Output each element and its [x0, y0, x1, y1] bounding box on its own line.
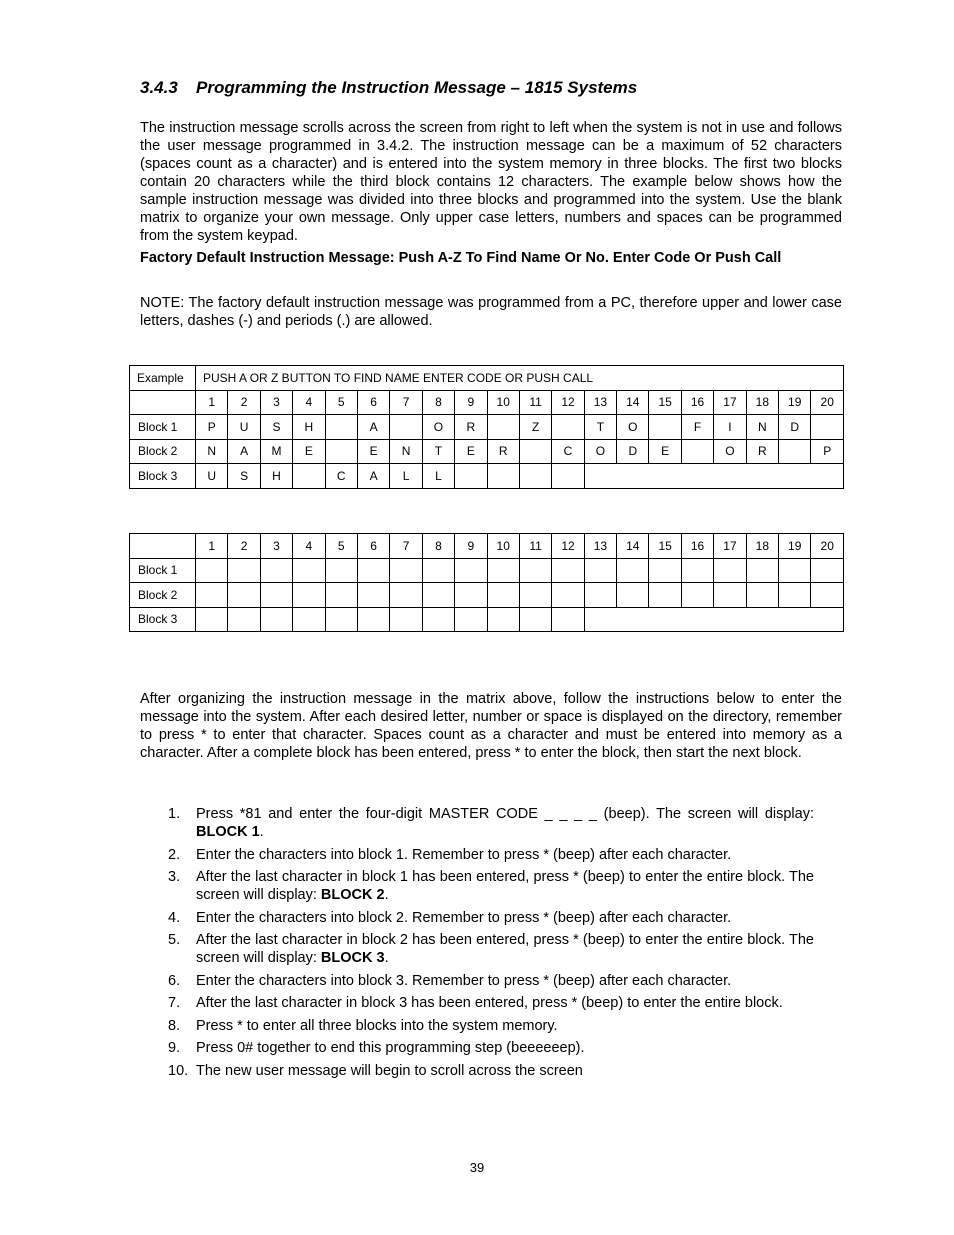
section-number: 3.4.3 [140, 78, 178, 97]
blank-cell [390, 583, 422, 608]
step-text: Enter the characters into block 1. Remember to press * (beep) after each character. [196, 846, 732, 863]
step-number: 4. [168, 909, 181, 926]
column-number: 5 [325, 534, 357, 559]
character-cell: T [584, 415, 616, 440]
column-number: 5 [325, 390, 357, 415]
column-number: 12 [552, 390, 584, 415]
character-cell: R [487, 439, 519, 464]
character-cell: C [325, 464, 357, 489]
blank-cell [779, 583, 811, 608]
character-cell: M [260, 439, 292, 464]
character-cell: N [746, 415, 778, 440]
column-number: 13 [584, 390, 616, 415]
block-label: Block 2 [130, 439, 196, 464]
step-end: . [384, 887, 389, 903]
blank-cell [357, 583, 389, 608]
column-number: 15 [649, 390, 681, 415]
character-cell: N [390, 439, 422, 464]
blank-cell [746, 583, 778, 608]
step-number: 5. [168, 932, 181, 948]
step-number: 2. [168, 846, 181, 863]
list-item [168, 1017, 814, 1035]
character-cell: O [584, 439, 616, 464]
blank-cell [455, 583, 487, 608]
character-cell [487, 415, 519, 440]
character-cell: R [746, 439, 778, 464]
blank-cell [779, 558, 811, 583]
example-header-row [130, 366, 844, 391]
list-item [168, 972, 814, 990]
column-number: 18 [746, 534, 778, 559]
character-cell: I [714, 415, 746, 440]
character-cell: F [681, 415, 713, 440]
step-number: 6. [168, 972, 181, 989]
unused-cell [584, 607, 843, 632]
step-text: After the last character in block 3 has been entered, press * (beep) to enter the entire block. [196, 995, 783, 1011]
character-cell: S [260, 415, 292, 440]
character-cell: A [357, 464, 389, 489]
character-cell [811, 415, 844, 440]
character-cell [779, 439, 811, 464]
column-number: 20 [811, 390, 844, 415]
character-cell [455, 464, 487, 489]
blank-cell [293, 583, 325, 608]
column-number: 6 [357, 390, 389, 415]
column-number: 15 [649, 534, 681, 559]
blank-cell [681, 558, 713, 583]
character-cell: E [649, 439, 681, 464]
character-cell [649, 415, 681, 440]
step-number: 9. [168, 1040, 181, 1056]
blank-cell [552, 583, 584, 608]
blank-cell [584, 583, 616, 608]
column-number: 1 [196, 390, 228, 415]
step-text: Press * to enter all three blocks into the system memory. [196, 1017, 558, 1034]
unused-cell [584, 464, 843, 489]
corner-cell [130, 534, 196, 559]
blank-cell [487, 583, 519, 608]
note-paragraph: NOTE: The factory default instruction message was programmed from a PC, therefore upper and lower case letters, dashes (-) and periods (.) are allowed. [140, 295, 842, 329]
blank-cell [293, 607, 325, 632]
block-label: Block 3 [130, 464, 196, 489]
intro-paragraph: The instruction message scrolls across the screen from right to left when the system is not in use and follows the user message programmed in 3.4.2. The instruction message can be a maximum of 52 characters (spaces count as a character) and is entered into the system memory in three blocks. The first two blocks contain 20 characters while the third block contains 12 characters. The example below shows how the sample instruction message was divided into three blocks and programmed into the system. Use the blank matrix to organize your own message. Only upper case letters, numbers and spaces can be programmed from the system keypad. [140, 120, 842, 244]
blank-cell [552, 558, 584, 583]
column-number: 12 [552, 534, 584, 559]
blank-cell [584, 558, 616, 583]
block-label: Block 2 [130, 583, 196, 608]
step-number: 3. [168, 869, 181, 885]
column-number: 2 [228, 534, 260, 559]
character-cell [552, 415, 584, 440]
blank-cell [422, 607, 454, 632]
step-bold-text: BLOCK 3 [320, 950, 385, 966]
blank-cell [649, 558, 681, 583]
character-cell [325, 415, 357, 440]
list-item [168, 805, 814, 841]
table-row [130, 607, 844, 632]
list-item [168, 868, 814, 904]
column-number: 19 [779, 534, 811, 559]
blank-cell [422, 583, 454, 608]
blank-cell [649, 583, 681, 608]
column-number: 8 [422, 390, 454, 415]
column-number: 4 [293, 390, 325, 415]
table-row [130, 464, 844, 489]
character-cell [519, 439, 551, 464]
column-number: 9 [455, 390, 487, 415]
blank-cell [260, 558, 292, 583]
blank-cell [811, 583, 844, 608]
character-cell: P [196, 415, 228, 440]
table-row [130, 558, 844, 583]
list-item [168, 846, 814, 864]
character-cell: O [617, 415, 649, 440]
section-heading [140, 78, 637, 98]
column-number: 11 [519, 534, 551, 559]
list-item [168, 1062, 814, 1080]
step-text: Enter the characters into block 3. Remember to press * (beep) after each character. [196, 972, 732, 989]
step-number: 7. [168, 995, 181, 1011]
step-text: After the last character in block 2 has been entered, press * (beep) to enter the entire block. The screen will display: [196, 932, 814, 966]
table-row [130, 583, 844, 608]
example-message: PUSH A OR Z BUTTON TO FIND NAME ENTER CODE OR PUSH CALL [196, 366, 844, 391]
blank-cell [228, 583, 260, 608]
character-cell: O [422, 415, 454, 440]
column-number: 4 [293, 534, 325, 559]
column-number: 7 [390, 534, 422, 559]
section-title: Programming the Instruction Message – 1815 Systems [196, 78, 638, 97]
character-cell [552, 464, 584, 489]
character-cell: H [260, 464, 292, 489]
blank-cell [455, 558, 487, 583]
column-number: 17 [714, 390, 746, 415]
block-label: Block 1 [130, 558, 196, 583]
blank-cell [325, 558, 357, 583]
character-cell: L [422, 464, 454, 489]
step-text: Press *81 and enter the four-digit MASTER CODE _ _ _ _ (beep). The screen will display: [196, 806, 814, 822]
example-matrix-table [129, 365, 844, 489]
blank-cell [811, 558, 844, 583]
blank-cell [260, 607, 292, 632]
blank-cell [293, 558, 325, 583]
step-text: The new user message will begin to scroll across the screen [196, 1062, 583, 1079]
list-item [168, 909, 814, 927]
character-cell [487, 464, 519, 489]
blank-cell [455, 607, 487, 632]
character-cell: A [228, 439, 260, 464]
character-cell: N [196, 439, 228, 464]
column-number: 16 [681, 390, 713, 415]
character-cell: A [357, 415, 389, 440]
step-bold-text: BLOCK 1 [196, 824, 260, 840]
blank-cell [487, 607, 519, 632]
blank-cell [487, 558, 519, 583]
column-number: 3 [260, 390, 292, 415]
blank-matrix-table [129, 533, 844, 632]
character-cell: C [552, 439, 584, 464]
column-number: 7 [390, 390, 422, 415]
blank-cell [422, 558, 454, 583]
blank-cell [714, 558, 746, 583]
blank-cell [196, 607, 228, 632]
column-number: 14 [617, 390, 649, 415]
blank-cell [390, 607, 422, 632]
column-number: 20 [811, 534, 844, 559]
column-number: 13 [584, 534, 616, 559]
character-cell: T [422, 439, 454, 464]
page-number: 39 [469, 1160, 485, 1175]
blank-cell [325, 583, 357, 608]
column-number: 19 [779, 390, 811, 415]
character-cell: D [617, 439, 649, 464]
blank-cell [196, 583, 228, 608]
character-cell: S [228, 464, 260, 489]
block-label: Block 3 [130, 607, 196, 632]
factory-default-message: Factory Default Instruction Message: Push A-Z To Find Name Or No. Enter Code Or Push Call [140, 250, 782, 266]
blank-cell [746, 558, 778, 583]
character-cell: E [357, 439, 389, 464]
column-number: 10 [487, 534, 519, 559]
blank-cell [617, 558, 649, 583]
after-paragraph: After organizing the instruction message in the matrix above, follow the instructions below to enter the message into the system. After each desired letter, number or space is displayed on the directory, remember to press * to enter that character. Spaces count as a character and must be entered into memory as a character. After a complete block has been entered, press * to enter the block, then start the next block. [140, 691, 842, 761]
character-cell: U [196, 464, 228, 489]
steps-list [168, 805, 814, 1084]
step-text: Enter the characters into block 2. Remember to press * (beep) after each character. [196, 909, 732, 926]
blank-cell [519, 607, 551, 632]
table-row [130, 415, 844, 440]
column-number-row [130, 534, 844, 559]
column-number: 11 [519, 390, 551, 415]
step-number: 10. [168, 1062, 189, 1079]
blank-cell [390, 558, 422, 583]
character-cell: Z [519, 415, 551, 440]
blank-cell [357, 558, 389, 583]
blank-cell [617, 583, 649, 608]
blank-cell [260, 583, 292, 608]
blank-cell [325, 607, 357, 632]
character-cell [325, 439, 357, 464]
character-cell: R [455, 415, 487, 440]
column-number: 18 [746, 390, 778, 415]
character-cell: E [293, 439, 325, 464]
blank-cell [519, 558, 551, 583]
character-cell: P [811, 439, 844, 464]
step-number: 8. [168, 1017, 181, 1034]
column-number: 10 [487, 390, 519, 415]
character-cell: H [293, 415, 325, 440]
step-text: After the last character in block 1 has been entered, press * (beep) to enter the entire block. The screen will display: [196, 869, 814, 903]
blank-cell [357, 607, 389, 632]
column-number: 14 [617, 534, 649, 559]
character-cell [390, 415, 422, 440]
list-item [168, 994, 814, 1012]
blank-cell [714, 583, 746, 608]
list-item [168, 931, 814, 967]
character-cell: O [714, 439, 746, 464]
column-number: 2 [228, 390, 260, 415]
blank-cell [519, 583, 551, 608]
step-text: Press 0# together to end this programming step (beeeeeep). [196, 1040, 585, 1056]
blank-cell [228, 558, 260, 583]
blank-cell [681, 583, 713, 608]
column-number: 1 [196, 534, 228, 559]
character-cell: E [455, 439, 487, 464]
blank-cell [552, 607, 584, 632]
list-item [168, 1039, 814, 1057]
column-number: 17 [714, 534, 746, 559]
column-number: 8 [422, 534, 454, 559]
blank-cell [228, 607, 260, 632]
column-number-row [130, 390, 844, 415]
step-end: . [259, 824, 264, 840]
step-number: 1. [168, 806, 181, 822]
table-row [130, 439, 844, 464]
character-cell [681, 439, 713, 464]
blank-cell [196, 558, 228, 583]
character-cell [293, 464, 325, 489]
character-cell: D [779, 415, 811, 440]
example-label: Example [130, 366, 196, 391]
column-number: 3 [260, 534, 292, 559]
corner-cell [130, 390, 196, 415]
character-cell: L [390, 464, 422, 489]
step-end: . [384, 950, 389, 966]
character-cell: U [228, 415, 260, 440]
block-label: Block 1 [130, 415, 196, 440]
column-number: 6 [357, 534, 389, 559]
column-number: 9 [455, 534, 487, 559]
column-number: 16 [681, 534, 713, 559]
step-bold-text: BLOCK 2 [320, 887, 385, 903]
character-cell [519, 464, 551, 489]
